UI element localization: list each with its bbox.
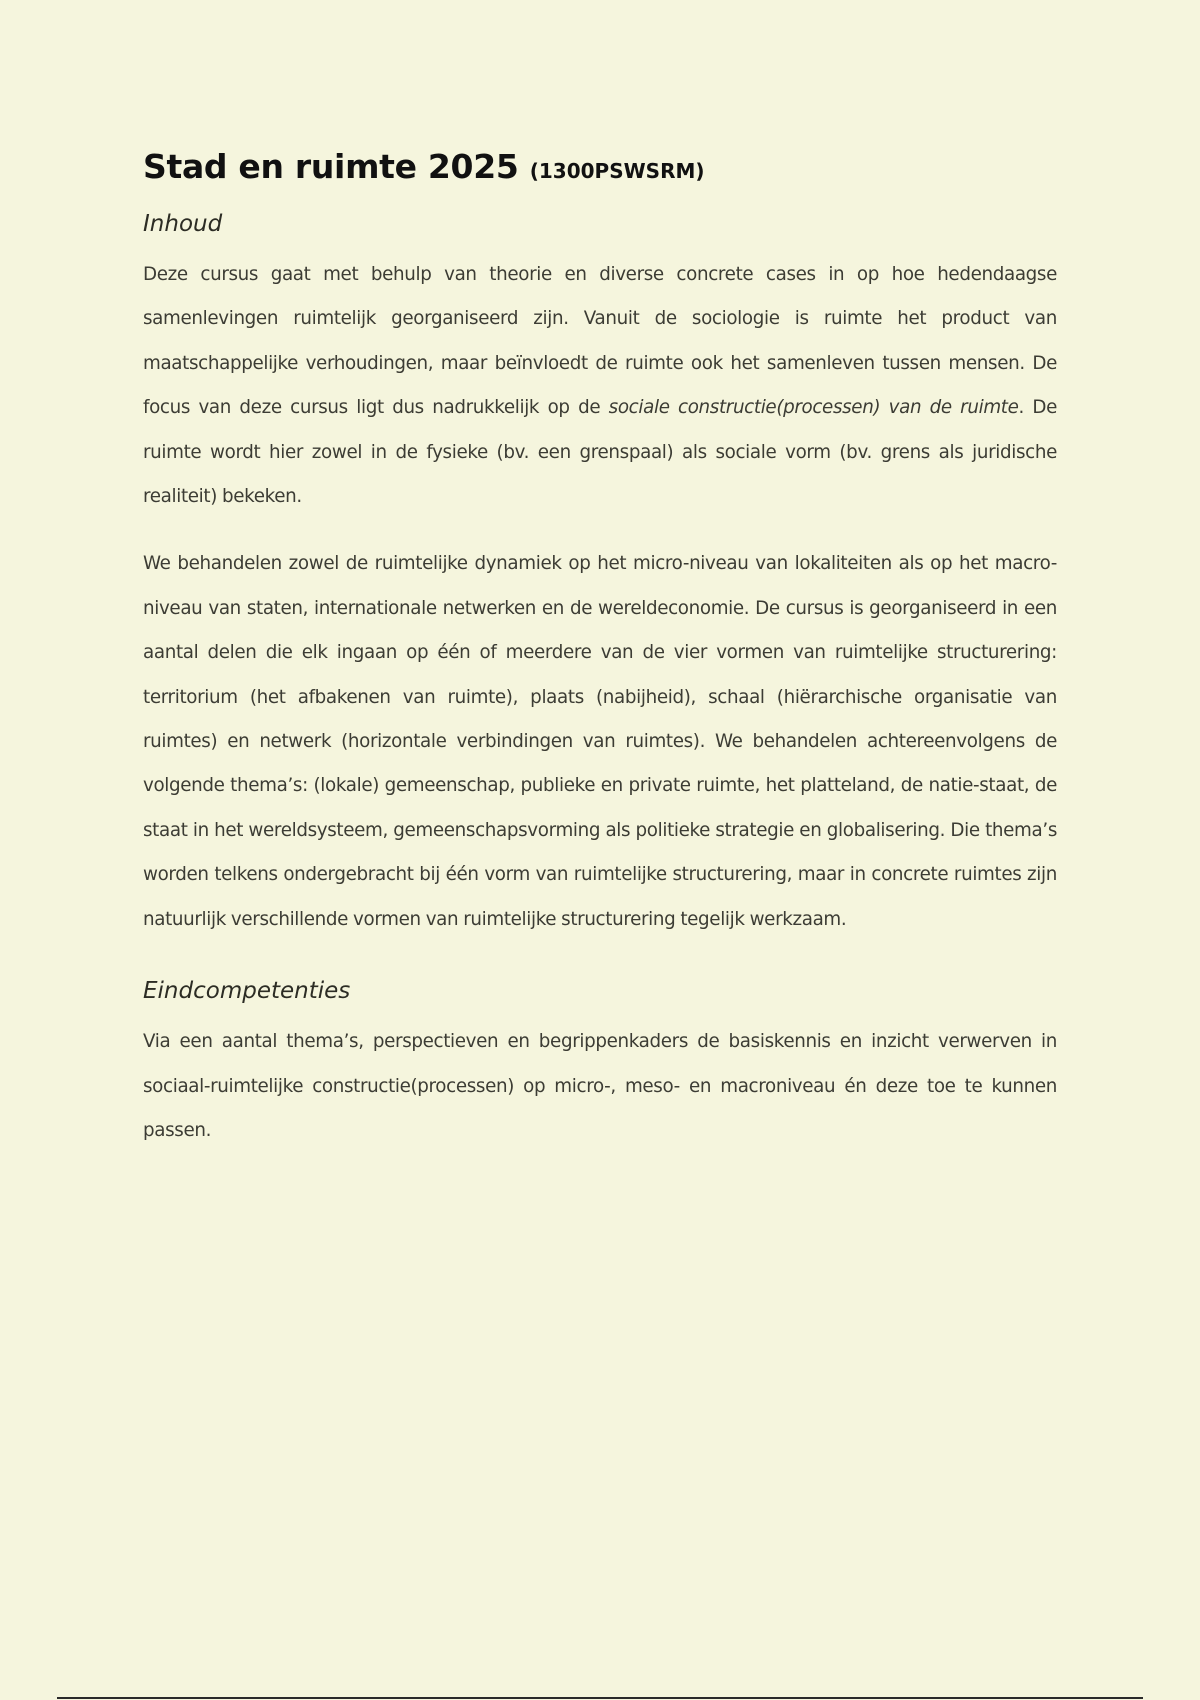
course-code: (1300PSWSRM) (529, 159, 705, 183)
paragraph-eindcompetenties: Via een aantal thema’s, perspectieven en begrippenkaders de basiskennis en inzicht verwerven in sociaal-ruimtelijke constructie(processen) op micro-, meso- en macroniveau én deze toe te kunnen passen. (143, 1031, 1057, 1141)
paragraph-inhoud-1 (143, 253, 1057, 519)
section-heading-eindcompetenties: Eindcompetenties (143, 978, 351, 1005)
section-heading-inhoud: Inhoud (143, 211, 223, 237)
document-body (143, 143, 1057, 1153)
paragraph-text: . De ruimte wordt hier zowel in de fysieke (bv. een grenspaal) als sociale vorm (bv. grens als juridische realiteit) bekeken. (143, 397, 1058, 508)
paragraph-inhoud-2: We behandelen zowel de ruimtelijke dynamiek op het micro-niveau van lokaliteiten als op het macro-niveau van staten, internationale netwerken en de wereldeconomie. De cursus is georganiseerd in een aantal delen die elk ingaan op één of meerdere van de vier vormen van ruimtelijke structurering: territorium (het afbakenen van ruimte), plaats (nabijheid), schaal (hiërarchische organisatie van ruimtes) en netwerk (horizontale verbindingen van ruimtes). We behandelen achtereenvolgens de volgende thema’s: (lokale) gemeenschap, publieke en private ruimte, het platteland, de natie-staat, de staat in het wereldsysteem, gemeenschapsvorming als politieke strategie en globalisering. Die thema’s worden telkens ondergebracht bij één vorm van ruimtelijke structurering, maar in concrete ruimtes zijn natuurlijk verschillende vormen van ruimtelijke structurering tegelijk werkzaam. (143, 553, 1057, 930)
emphasized-text: sociale constructie(processen) van de ruimte (608, 397, 1019, 419)
title-text: Stad en ruimte 2025 (143, 147, 519, 186)
paragraph-text: Deze cursus gaat met behulp van theorie en diverse concrete cases in op hoe hedendaagse samenlevingen ruimtelijk georganiseerd zijn. Vanuit de sociologie is ruimte het product van maatschappelijke verhoudingen, maar beïnvloedt de ruimte ook het samenleven tussen mensen. De focus van deze cursus ligt dus nadrukkelijk op de (143, 264, 1057, 419)
footer-divider (57, 1697, 1143, 1699)
document-title (143, 143, 1057, 195)
